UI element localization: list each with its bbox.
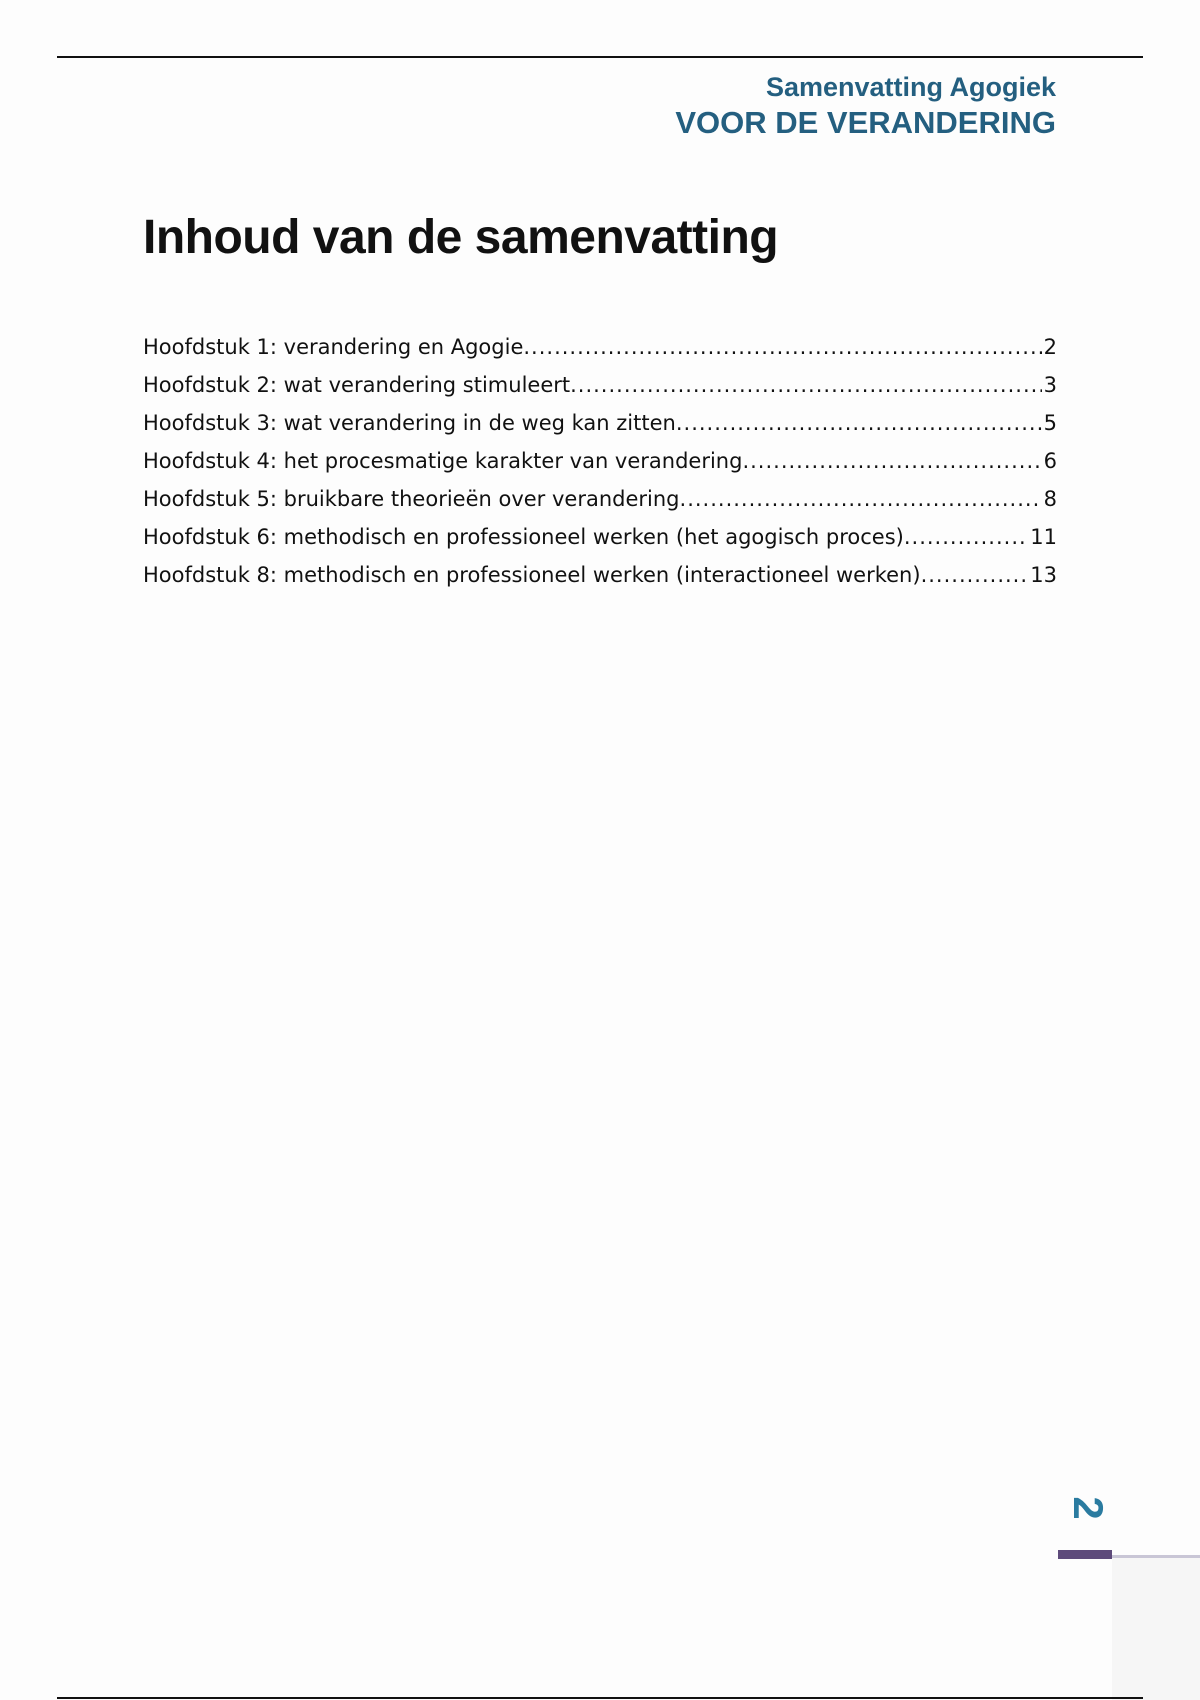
toc-entry-7[interactable] xyxy=(143,556,1057,594)
toc-entry-page: 13 xyxy=(1030,563,1057,587)
toc-dot-leader xyxy=(680,480,1042,518)
table-of-contents xyxy=(143,328,1057,594)
toc-entry-page: 3 xyxy=(1043,373,1057,397)
toc-heading: Inhoud van de samenvatting xyxy=(143,211,779,264)
header-subtitle: Samenvatting Agogiek xyxy=(765,72,1056,102)
toc-entry-label: Hoofdstuk 1: verandering en Agogie xyxy=(143,335,524,359)
toc-entry-label: Hoofdstuk 2: wat verandering stimuleert xyxy=(143,373,571,397)
toc-entry-3[interactable] xyxy=(143,404,1057,442)
toc-entry-5[interactable] xyxy=(143,480,1057,518)
header-rule xyxy=(57,56,1143,58)
document-header xyxy=(675,70,1056,142)
header-title: VOOR DE VERANDERING xyxy=(675,105,1056,140)
toc-entry-page: 8 xyxy=(1043,487,1057,511)
toc-entry-label: Hoofdstuk 3: wat verandering in de weg kan zitten xyxy=(143,411,676,435)
page-number-shade xyxy=(1112,1558,1200,1700)
toc-entry-page: 2 xyxy=(1043,335,1057,359)
toc-entry-page: 6 xyxy=(1043,449,1057,473)
toc-entry-label: Hoofdstuk 6: methodisch en professioneel werken (het agogisch proces) xyxy=(143,525,904,549)
toc-entry-label: Hoofdstuk 8: methodisch en professioneel werken (interactioneel werken) xyxy=(143,563,921,587)
toc-entry-page: 5 xyxy=(1043,411,1057,435)
page-number: 2 xyxy=(1065,1496,1112,1520)
toc-dot-leader xyxy=(523,328,1041,366)
toc-dot-leader xyxy=(742,442,1041,480)
toc-entry-label: Hoofdstuk 5: bruikbare theorieën over verandering xyxy=(143,487,680,511)
toc-entry-4[interactable] xyxy=(143,442,1057,480)
toc-entry-1[interactable] xyxy=(143,328,1057,366)
page-number-rule xyxy=(1112,1555,1200,1558)
toc-dot-leader xyxy=(921,556,1029,594)
toc-entry-6[interactable] xyxy=(143,518,1057,556)
toc-dot-leader xyxy=(676,404,1042,442)
toc-entry-page: 11 xyxy=(1030,525,1057,549)
toc-entry-2[interactable] xyxy=(143,366,1057,404)
toc-dot-leader xyxy=(904,518,1028,556)
toc-dot-leader xyxy=(570,366,1042,404)
footer-rule xyxy=(57,1697,1143,1699)
toc-entry-label: Hoofdstuk 4: het procesmatige karakter van verandering xyxy=(143,449,743,473)
page-number-accent-bar xyxy=(1058,1550,1112,1559)
